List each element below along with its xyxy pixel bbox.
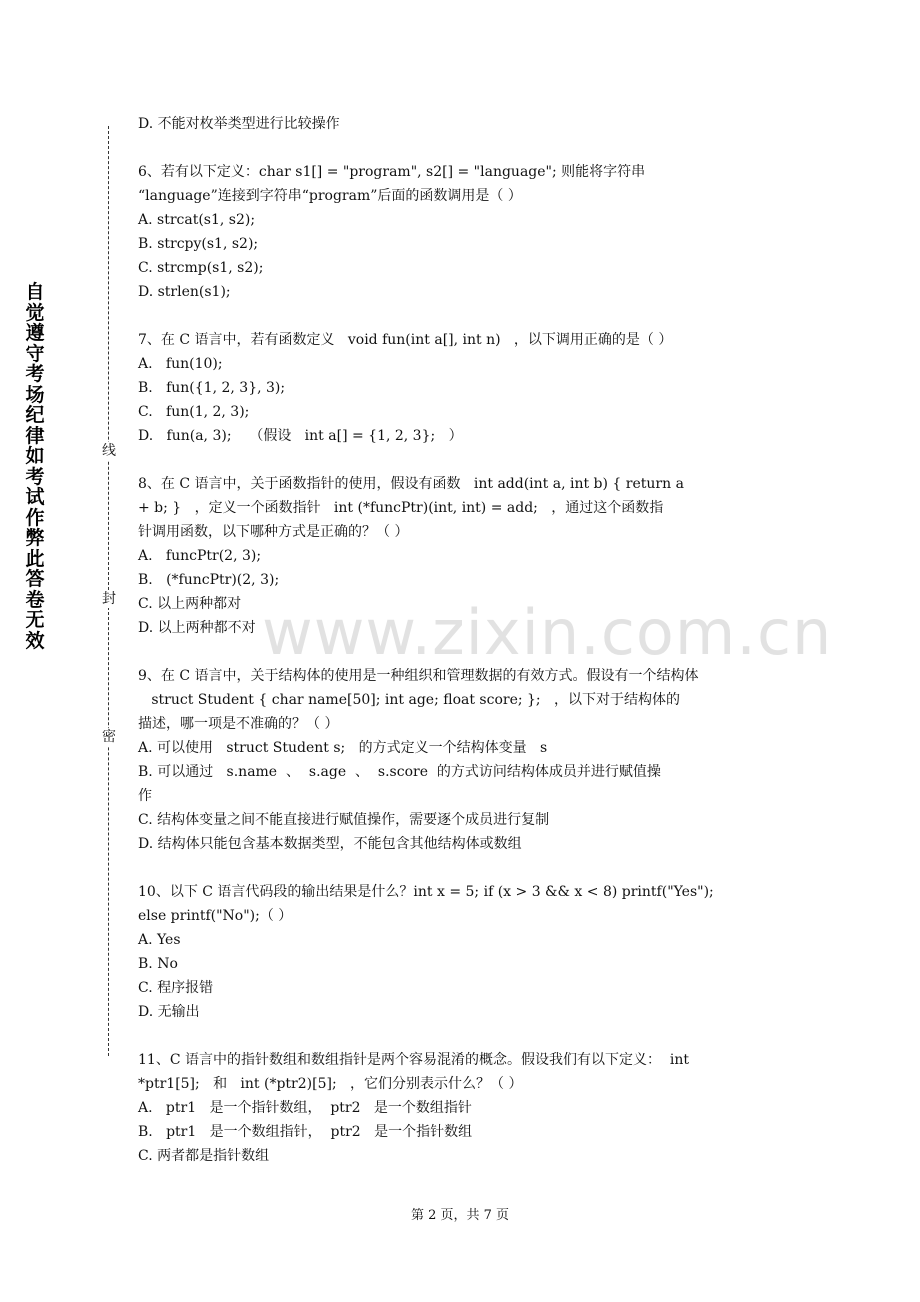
seal-mark-mi: 密 <box>102 729 116 745</box>
question-line: C. 以上两种都对 <box>138 596 242 612</box>
exam-discipline-notice: 自觉遵守考场纪律如考试作弊此答卷无效 <box>25 281 45 652</box>
question-line: A. strcat(s1, s2); <box>138 212 256 228</box>
question-line: B. No <box>138 956 178 972</box>
question-text-line: 8、在 C 语言中，关于函数指针的使用，假设有函数 int add(int a, int b) { return a <box>138 476 684 492</box>
question-line: else printf("No");（ ） <box>138 908 293 924</box>
question-block <box>138 328 828 448</box>
question-line: A. ptr1 是一个指针数组， ptr2 是一个数组指针 <box>138 1100 472 1116</box>
question-text-line: 6、若有以下定义：char s1[] = "program", s2[] = "language"; 则能将字符串 <box>138 164 646 180</box>
question-line: struct Student { char name[50]; int age; float score; }; ，以下对于结构体的 <box>138 692 680 708</box>
question-line: “language”连接到字符串“program”后面的函数调用是（ ） <box>138 188 522 204</box>
question-line: A. fun(10); <box>138 356 223 372</box>
question-line: D. strlen(s1); <box>138 284 231 300</box>
question-line: B. (*funcPtr)(2, 3); <box>138 572 280 588</box>
question-line: D. fun(a, 3); （假设 int a[] = {1, 2, 3}; ） <box>138 428 463 444</box>
question-content <box>138 112 828 1192</box>
seal-mark-feng: 封 <box>102 591 116 607</box>
question-line: B. fun({1, 2, 3}, 3); <box>138 380 286 396</box>
question-line: 针调用函数，以下哪种方式是正确的？（ ） <box>138 524 409 540</box>
question-line: C. 结构体变量之间不能直接进行赋值操作，需要逐个成员进行复制 <box>138 812 550 828</box>
question-line: *ptr1[5]; 和 int (*ptr2)[5]; ，它们分别表示什么？（ ） <box>138 1076 523 1092</box>
question-text-line: 7、在 C 语言中，若有函数定义 void fun(int a[], int n) ，以下调用正确的是（ ） <box>138 332 673 348</box>
question-line: C. 程序报错 <box>138 980 214 996</box>
question-block <box>138 664 828 856</box>
question-line: 作 <box>138 788 152 804</box>
question-line: C. strcmp(s1, s2); <box>138 260 264 276</box>
question-text-line: D. 不能对枚举类型进行比较操作 <box>138 116 340 132</box>
question-text-line: 9、在 C 语言中，关于结构体的使用是一种组织和管理数据的有效方式。假设有一个结构体 <box>138 668 699 684</box>
watermark: www.zixin.com.cn <box>262 596 833 669</box>
question-text-line: 11、C 语言中的指针数组和数组指针是两个容易混淆的概念。假设我们有以下定义： int <box>138 1052 689 1068</box>
question-line: B. ptr1 是一个数组指针， ptr2 是一个指针数组 <box>138 1124 473 1140</box>
question-line: C. fun(1, 2, 3); <box>138 404 250 420</box>
question-5-tail <box>138 112 828 136</box>
question-line: D. 无输出 <box>138 1004 200 1020</box>
question-line: B. strcpy(s1, s2); <box>138 236 259 252</box>
question-line: A. funcPtr(2, 3); <box>138 548 262 564</box>
question-line: B. 可以通过 s.name 、 s.age 、 s.score 的方式访问结构体成员并进行赋值操 <box>138 764 661 780</box>
question-line: D. 以上两种都不对 <box>138 620 256 636</box>
question-line: 描述，哪一项是不准确的？（ ） <box>138 716 339 732</box>
question-line: C. 两者都是指针数组 <box>138 1148 270 1164</box>
question-line: A. Yes <box>138 932 181 948</box>
question-block <box>138 880 828 1024</box>
question-line: A. 可以使用 struct Student s; 的方式定义一个结构体变量 s <box>138 740 548 756</box>
question-block <box>138 472 828 640</box>
question-block <box>138 160 828 304</box>
question-block <box>138 1048 828 1168</box>
page-footer: 第 2 页，共 7 页 <box>410 1208 510 1223</box>
seal-mark-xian: 线 <box>102 443 116 459</box>
question-line: D. 结构体只能包含基本数据类型，不能包含其他结构体或数组 <box>138 836 522 852</box>
question-text-line: 10、以下 C 语言代码段的输出结果是什么？int x = 5; if (x > 3 && x < 8) printf("Yes"); <box>138 884 714 900</box>
question-line: + b; } ，定义一个函数指针 int (*funcPtr)(int, int) = add; ，通过这个函数指 <box>138 500 664 516</box>
